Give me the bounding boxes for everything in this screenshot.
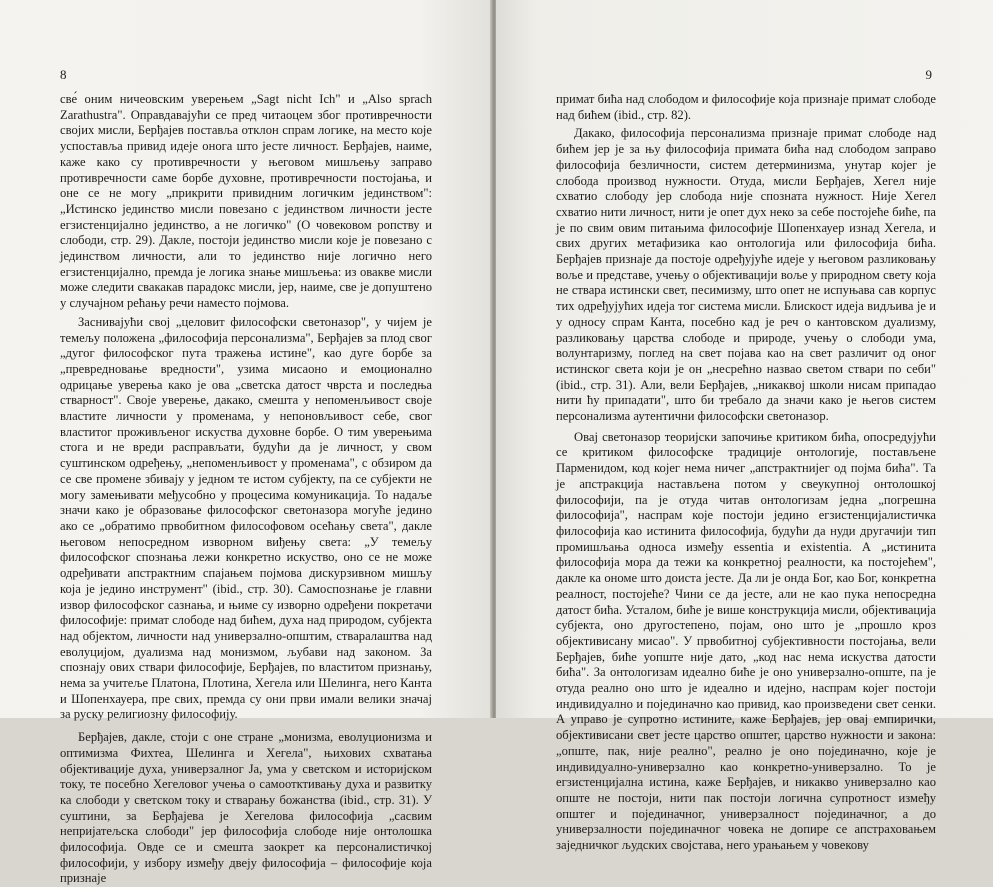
right-page [496, 0, 993, 853]
paragraph: примат бића над слободом и философије која признаје примат слободе над бићем (ibid., стр. 82). [556, 92, 936, 122]
paragraph: све́ оним ничеовским уверењем „Sagt nicht Ich" и „Also sprach Zarathustra". Оправдавајући се пред читаоцем због противречности својих мисли, Берђајев поставља отклон спрам логике, на место које успоставља привид идеје онога што јесте личност. Берђајев, наиме, каже како су противречности у његовом мишљењу заправо противречности саме борбе духовне, противречности постојања, и оне се не могу „прикрити привидним логичким јединством": „Истинско јединство мисли повезано с јединством личности јесте егзистенцијално јединство, а не логичко" (О човековом ропству и слободи, стр. 29). Дакле, постоји јединство мисли које је повезано с јединством личности, али то јединство није логично него егзистенцијално, премда је логика знање мишљења: из овакве мисли може следити свакакав парадокс мисли, јер, наиме, све је допуштено у случајном рећању речи наместо појмова. [60, 92, 432, 311]
paragraph: Дакако, философија персонализма признаје примат слободе над бићем јер је за њу философија примата бића над слободом заправо философија безличности, систем детерминизма, унутар којег је слобода производ нужности. Отуда, мисли Берђајев, Хегел није схватио слободу јер слобода није спозната нужност. Није Хегел схватио нити личност, нити је опет дух неко за себе постојеће биће, па је по свим овим питањима философије Шопенхауер изнад Хегела, и свих других метафизика као онтологија или философија бића. Берђајев признаје да постоје одређујуће идеје у његовом разликовању воље и представе, учењу о објективацији воље у природном свету која не ствара истински свет, песимизму, што опет не испуњава сав корпус тих одређујућих идеја тог система мисли. Блискост идеја видљива је и у односу спрам Канта, посебно кад је реч о кантовском дуализму, разликовању царства слободе и природе, учењу о слободи ума, волунтаризму, поглед на свет појава као на свет различит од оног истинског света који је он „несрећно назвао светом ствари по себи" (ibid., стр. 31). Али, вели Берђајев, „никаквој школи нисам припадао нити ћу припадати", што би требало да значи како је његов систем персонализма аутентични философски светоназор. [556, 126, 936, 424]
left-page [0, 0, 492, 886]
paragraph: Овај светоназор теоријски започиње критиком бића, опосредујући се критиком философске традиције онтологије, постављене Парменидом, код којег нема ничег „апстрактнијег од појма бића". Та је апстракција настављена потом у свеукупној онтолошкој философији, па је отуда читав онтологизам једна „погрешна философија", наспрам које постоји једино егзистенцијалистичка философија као истинита философија, будући да нуди другачији тип промишљања односа између essentia и existentia. А „истинита философија мора да тежи ка конкретној реалности, ка постојећем", дакле ка ономе што доиста јесте. Да ли је онда Бог, као Бог, конкретна реалност, постојеће? Чини се да јесте, али не као пука непосредна датост бића. Усталом, биће је више конструкција мисли, објективација субјекта, оно другостепено, појам, оно што је „прошло кроз објективисану мисао". У првобитној субјективности постојања, вели Берђајев, биће уопште није дато, „код нас нема искуства датости бића". За онтологизам идеално биће је оно универзално-опште, па је отуда реално оно што је идеално и идејно, наспрам којег постоји индивидуално и појединачно као привид, као произведени свет сенки. А управо је супротно истините, каже Берђајев, јер овај емпирички, објективисани свет јесте царство општег, царство нужности и закона: „опште, пак, није реално", реално је оно појединачно, које је индивидуално-универзално као конкретно-универзално. То је егзистенцијална истина, каже Берђајев, и никакво универзално као опште не постоји, нити пак постоји логична супротност између општег и појединачног, универзалност појединачног, а до универзалности појединачног човека не допире се апстраховањем заједничког људских својстава, него урањањем у човекову [556, 429, 936, 853]
paragraph: Берђајев, дакле, стоји с оне стране „монизма, еволуционизма и оптимизма Фихтеа, Шелинга и Хегела", њихових схватања објективације духа, универзалног Ја, ума у светском и историјском току, те посебно Хегеловог учења о самоотктивању духа и развитку ка слободи у светском току и стварању божанства (ibid., стр. 31). У суштини, за Берђајева је Хегелова философија „сасвим непријатељска слободи" јер философија слободе није онтолошка философија. Овде се и смешта заокрет ка персоналистичкој философији, у избору између двеју философија – философије која признаје [60, 730, 432, 886]
right-page-text [556, 92, 936, 854]
page-number-left: 8 [60, 67, 67, 82]
left-page-text [60, 92, 432, 887]
paragraph: Заснивајући свој „целовит философски светоназор", у чијем је темељу положена „философија персонализма", Берђајев за плод свог „дугог философског пута тражења истине", као дуге борбе за „превредновање вредности", узима мисаоно и емоционално одрицање уверења како је ова „светска датост чврста и последња стварност". Своје уверење, дакако, смешта у непоменљивост своје властите личности у променама, у непоновљивост себе, свог властитог проживљеног искуства духовне борбе. О тим уверењима стога и не вреди расправљати, будући да је личност, у свом суштинском одређењу, „непоменљивост у променама", с обзиром да се све промене збивају у једном те истом субјекту, па се субјекти не могу замењивати међусобно у процесима комуникација. То надаље значи како је образовање философског светоназора могуће једино ако се „обратимо првобитном философовом осећању света", дакле његовом непосредном изворном виђењу света: „У темељу философског спознања лежи конкретно искуство, оно се не може одређивати апстрактним спајањем појмова дискурзивном мишљу која је једино инструмент" (ibid., стр. 30). Самоспознање је главни извор философског сазнања, и њиме су изворно одређени покретачи философије: примат слободе над бићем, духа над природом, субјекта над објектом, личности над универзално-општим, стваралаштва над еволуцијом, дуализма над монизмом, љубави над законом. За спознају ових ствари философије, Берђајев, по властитом признању, нема за учитеље Платона, Плотина, Хегела или Шелинга, него Канта и Шопенхауера, пре свих, премда су они први имали велики значај за руску религиозну философију. [60, 314, 432, 722]
page-number-right: 9 [925, 67, 932, 82]
